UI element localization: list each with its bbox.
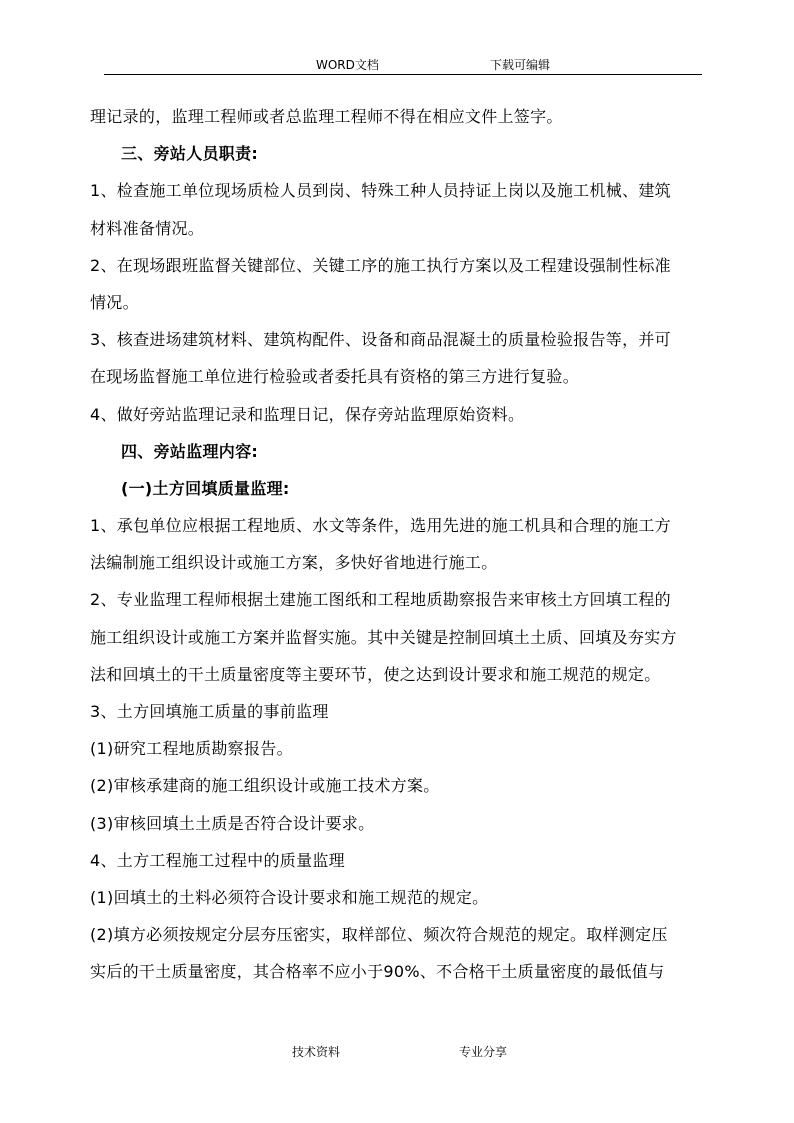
footer-right-text: 专业分享 (459, 1045, 508, 1059)
paragraph-line: (2)填方必须按规定分层夯压密实，取样部位、频次符合规范的规定。取样测定压 (90, 925, 668, 945)
paragraph-line: 4、做好旁站监理记录和监理日记，保存旁站监理原始资料。 (90, 404, 525, 424)
header-divider (104, 74, 702, 75)
paragraph-line: (3)审核回填土土质是否符合设计要求。 (90, 813, 375, 833)
paragraph-line: 3、核查进场建筑材料、建筑构配件、设备和商品混凝土的质量检验报告等，并可 (90, 330, 671, 350)
header-left-text: WORD文档 (316, 58, 379, 72)
paragraph-line: 施工组织设计或施工方案并监督实施。其中关键是控制回填土土质、回填及夯实方 (90, 627, 677, 647)
paragraph-line: (1)研究工程地质勘察报告。 (90, 739, 293, 759)
paragraph-line: 实后的干土质量密度，其合格率不应小于90%、不合格干土质量密度的最低值与 (90, 962, 665, 982)
paragraph-line: 1、承包单位应根据工程地质、水文等条件，选用先进的施工机具和合理的施工方 (90, 516, 671, 536)
footer-left-text: 技术资料 (292, 1045, 341, 1059)
paragraph-line: 情况。 (90, 292, 139, 312)
paragraph-line: 2、在现场跟班监督关键部位、关键工序的施工执行方案以及工程建设强制性标准 (90, 255, 671, 275)
subsection-heading: (一)土方回填质量监理: (121, 478, 290, 498)
paragraph-line: 2、专业监理工程师根据土建施工图纸和工程地质勘察报告来审核土方回填工程的 (90, 590, 671, 610)
paragraph-line: 3、土方回填施工质量的事前监理 (90, 702, 329, 721)
paragraph-line: (1)回填土的土料必须符合设计要求和施工规范的规定。 (90, 887, 489, 907)
header-right-text: 下载可编辑 (490, 58, 551, 72)
paragraph-line: (2)审核承建商的施工组织设计或施工技术方案。 (90, 776, 440, 796)
paragraph-line: 材料准备情况。 (90, 218, 205, 238)
paragraph-line: 法编制施工组织设计或施工方案，多快好省地进行施工。 (90, 553, 498, 573)
section-heading: 三、旁站人员职责: (121, 144, 259, 164)
page-footer (0, 1044, 794, 1060)
paragraph-line: 理记录的，监理工程师或者总监理工程师不得在相应文件上签字。 (90, 107, 563, 126)
paragraph-line: 1、检查施工单位现场质检人员到岗、特殊工种人员持证上岗以及施工机械、建筑 (90, 181, 671, 201)
paragraph-line: 在现场监督施工单位进行检验或者委托具有资格的第三方进行复验。 (90, 367, 580, 387)
section-heading: 四、旁站监理内容: (121, 441, 259, 461)
page-header (0, 57, 794, 73)
paragraph-line: 法和回填土的干土质量密度等主要环节，使之达到设计要求和施工规范的规定。 (90, 664, 661, 684)
paragraph-line: 4、土方工程施工过程中的质量监理 (90, 850, 345, 870)
document-body (90, 98, 716, 991)
